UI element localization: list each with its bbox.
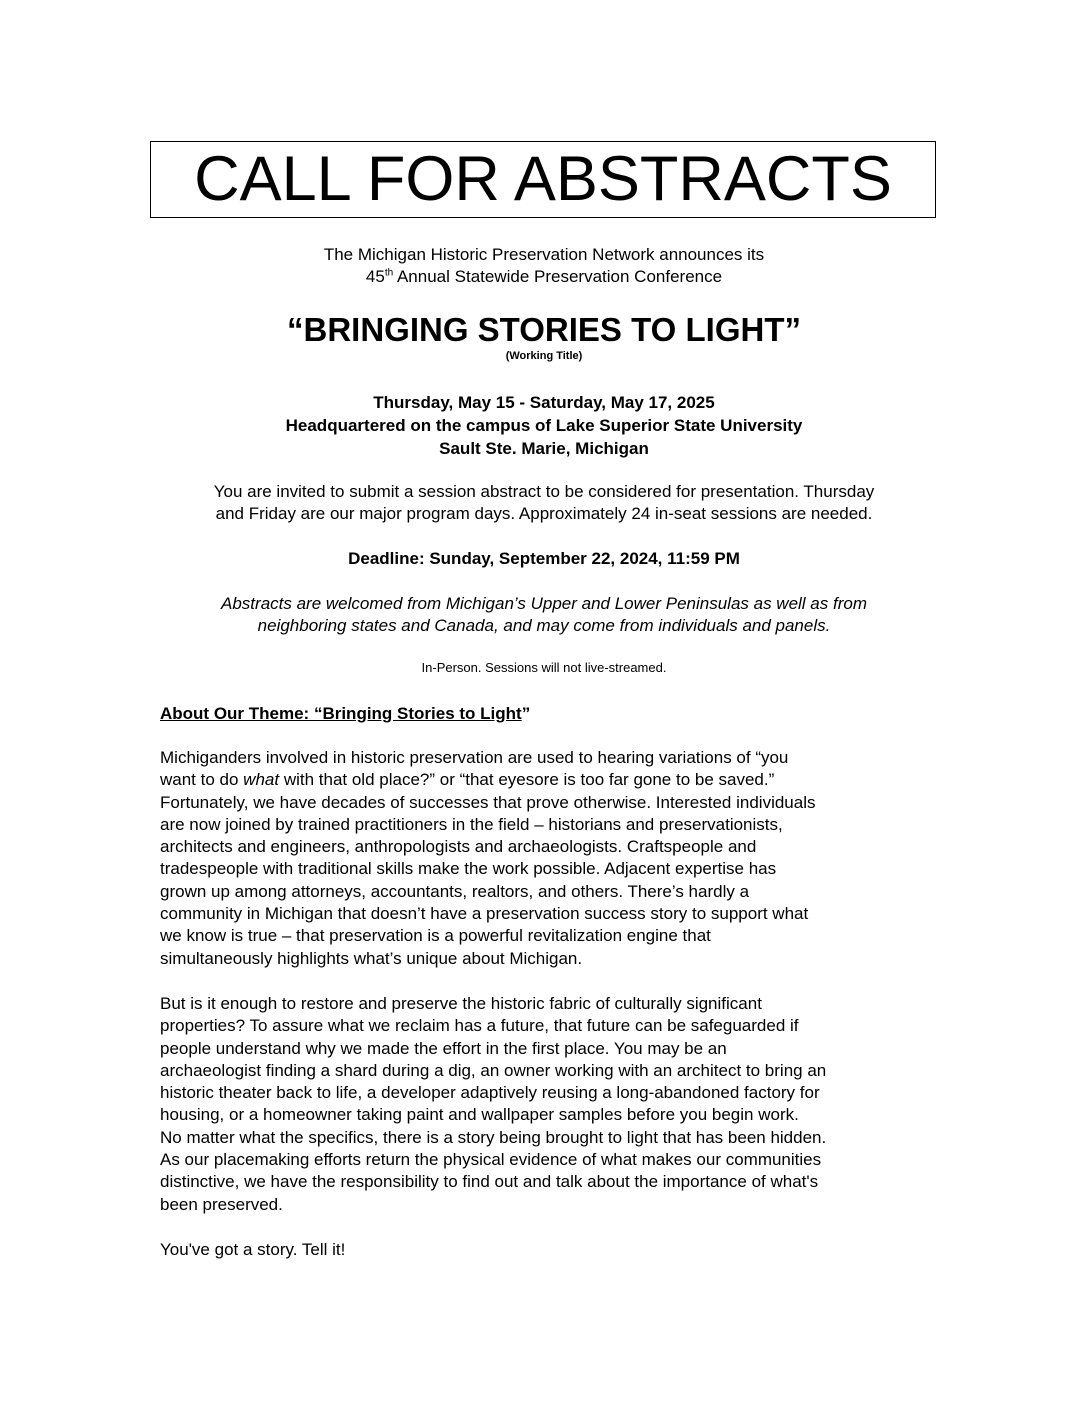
paragraph-1 [160,747,950,970]
welcome-line-1: Abstracts are welcomed from Michigan’s Upper and Lower Peninsulas as well as from [221,594,867,613]
page-title: CALL FOR ABSTRACTS [194,144,892,214]
deadline: Deadline: Sunday, September 22, 2024, 11:59 PM [348,549,740,568]
paragraph-1-line: we know is true – that preservation is a powerful revitalization engine that [160,926,711,946]
paragraph-1-line: architects and engineers, anthropologists and archaeologists. Craftspeople and [160,837,757,857]
conference-number: 45 [365,267,385,286]
paragraph-2-line: archaeologist finding a shard during a dig, an owner working with an architect to bring an [160,1060,827,1080]
emphasis: what [243,770,280,790]
about-heading-tail: ” [521,704,531,723]
paragraph-1-line [160,769,950,791]
announcement-line-1: The Michigan Historic Preservation Network announces its [323,245,765,264]
announcement-line-2 [140,266,948,288]
paragraph-1-line: Fortunately, we have decades of successes that prove otherwise. Interested individuals [160,792,816,812]
event-city: Sault Ste. Marie, Michigan [439,439,649,458]
event-location: Headquartered on the campus of Lake Superior State University [285,416,803,435]
paragraph-2-line: distinctive, we have the responsibility to find out and talk about the importance of what's [160,1172,819,1192]
announcement [140,244,948,288]
in-person-note: In-Person. Sessions will not live-streamed. [421,660,667,675]
title-box [150,141,936,218]
paragraph-1-line: tradespeople with traditional skills make the work possible. Adjacent expertise has [160,859,777,879]
paragraph-2-line: properties? To assure what we reclaim has a future, that future can be safeguarded if [160,1016,799,1036]
theme-title: “BRINGING STORIES TO LIGHT” [287,311,801,348]
paragraph-2-line: people understand why we made the effort in the first place. You may be an [160,1038,727,1058]
paragraph-1-line: simultaneously highlights what’s unique about Michigan. [160,948,583,968]
welcome-text [140,593,948,637]
paragraph-2-line: As our placemaking efforts return the physical evidence of what makes our communities [160,1150,822,1170]
paragraph-2 [160,993,950,1216]
invitation-line-2: and Friday are our major program days. Approximately 24 in-seat sessions are needed. [215,504,873,523]
ordinal-suffix: th [384,267,394,279]
text-span: want to do [160,770,244,790]
closing-line: You've got a story. Tell it! [160,1240,346,1259]
conference-name: Annual Statewide Preservation Conference [393,267,723,286]
about-heading-underlined: About Our Theme: “Bringing Stories to Light [160,704,522,723]
invitation-text [140,481,948,525]
invitation-line-1: You are invited to submit a session abstract to be considered for presentation. Thursday [213,482,875,501]
paragraph-1-line: Michiganders involved in historic preservation are used to hearing variations of “you [160,748,789,767]
paragraph-1-line: grown up among attorneys, accountants, realtors, and others. There’s hardly a [160,881,750,901]
paragraph-2-line: But is it enough to restore and preserve the historic fabric of culturally significant [160,994,762,1013]
event-dates: Thursday, May 15 - Saturday, May 17, 2025 [373,393,715,412]
paragraph-2-line: housing, or a homeowner taking paint and wallpaper samples before you begin work. [160,1105,799,1125]
paragraph-1-line: community in Michigan that doesn’t have a preservation success story to support what [160,904,809,924]
text-span: with that old place?” or “that eyesore is too far gone to be saved.” [279,770,775,790]
paragraph-2-line: No matter what the specifics, there is a story being brought to light that has been hidden. [160,1127,827,1147]
paragraph-2-line: historic theater back to life, a developer adaptively reusing a long-abandoned factory for [160,1083,820,1103]
about-heading [160,703,950,725]
paragraph-2-line: been preserved. [160,1194,283,1214]
working-title-note: (Working Title) [505,350,583,362]
welcome-line-2: neighboring states and Canada, and may come from individuals and panels. [257,616,831,635]
paragraph-1-line: are now joined by trained practitioners in the field – historians and preservationists, [160,814,783,834]
event-info [140,391,948,460]
